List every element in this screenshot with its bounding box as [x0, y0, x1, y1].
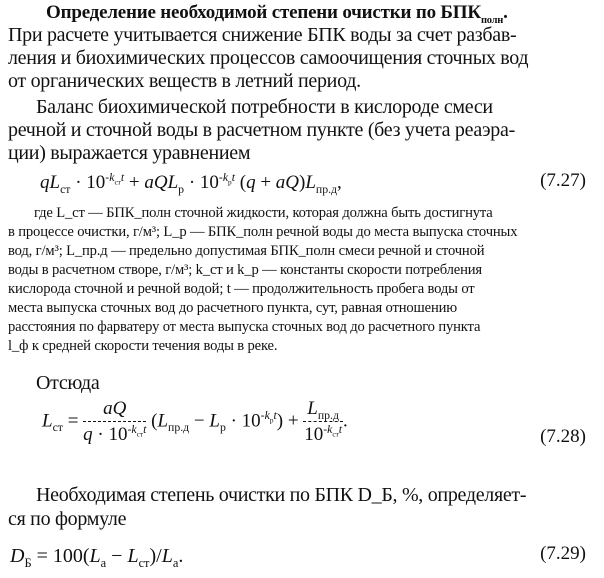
- definition-line-2: в процессе очистки, г/м³; L_р — БПК_полн речной воды до места выпуска сточных: [8, 224, 518, 240]
- equation-7-27: $qL_{ст} \cdot 10^{-k_{ст}t} + aQL_р \cdot 10^{-k_рt}$ $(q + aQ)L_{пр.д}$,: [40, 170, 342, 196]
- required-line-2: ся по формуле: [8, 508, 127, 530]
- balance-line-3: ции) выражается уравнением: [8, 142, 251, 164]
- definition-line-4: воды в расчетном створе, г/м³; k_ст и k_р — константы скорости потребления: [8, 262, 482, 278]
- hence-label: Отсюда: [36, 372, 100, 394]
- equation-7-29: $D_Б = 100(L_а - L_{ст})/L_а$.: [10, 545, 184, 570]
- definition-line-5: кислорода сточной и речной водой; t — продолжительность пробега воды от: [8, 281, 475, 297]
- intro-line-1: При расчете учитывается снижение БПК воды за счет разбав-: [8, 24, 517, 46]
- balance-line-1: Баланс биохимической потребности в кислороде смеси: [36, 96, 493, 118]
- definition-line-6: места выпуска сточных вод до расчетного пункта, сут, равная отношению: [8, 300, 458, 316]
- definition-line-8: l_ф к средней скорости течения воды в реке.: [8, 338, 278, 354]
- section-heading: Определение необходимой степени очистки по $БПК_{полн}$.: [46, 2, 508, 26]
- definition-line-3: вод, г/м³; L_пр.д — предельно допустимая БПК_полн смеси речной и сточной: [8, 243, 485, 259]
- balance-line-2: речной и сточной воды в расчетном пункте (без учета реаэра-: [8, 119, 515, 141]
- definition-line-7: расстояния по фарватеру от места выпуска сточных вод до расчетного пункта: [8, 319, 481, 335]
- required-line-1: Необходимая степень очистки по БПК D_Б, %, определяет-: [36, 484, 527, 506]
- equation-number-7-27: (7.27): [540, 170, 586, 191]
- equation-7-28: $L_{ст}$ = $\frac{aQ}{q \cdot 10^{-k_{ст}t}}$ $(L_{пр.д} - L_р \cdot 10^{-k_рt})$ + $\frac{L_{пр.д}}{10^{-k_{ст}t}}$ .: [42, 398, 348, 445]
- definition-line-1: где L_ст — БПК_полн сточной жидкости, которая должна быть достигнута: [34, 205, 493, 221]
- equation-number-7-28: (7.28): [540, 426, 586, 447]
- equation-number-7-29: (7.29): [540, 543, 586, 564]
- intro-line-3: от органических веществ в летний период.: [8, 70, 361, 92]
- intro-line-2: ления и биохимических процессов самоочищения сточных вод: [8, 47, 529, 69]
